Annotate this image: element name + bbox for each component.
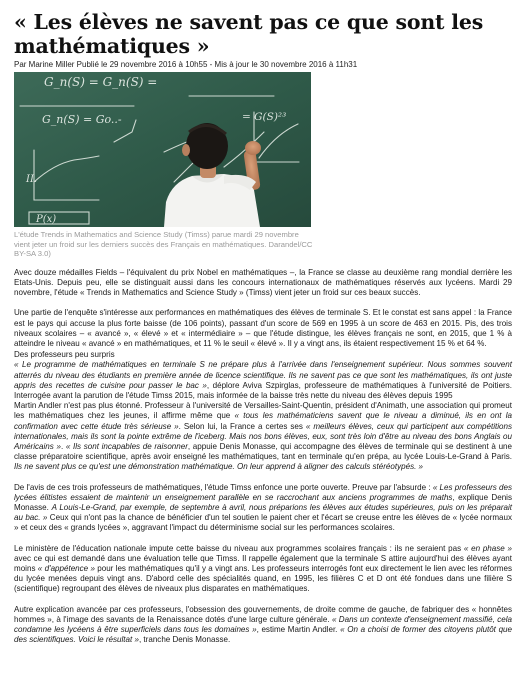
- paragraph: [14, 483, 512, 534]
- board-formula-5: P(x): [36, 214, 57, 225]
- paragraph-text: , estime Martin Andler.: [256, 625, 341, 635]
- board-formula-4: II.: [26, 174, 38, 185]
- article: [14, 0, 512, 645]
- quote: « Les professeurs des lycées élitistes essaient de maintenir un enseignement parallèle en se raccrochant aux anciens programmes de maths: [14, 482, 512, 502]
- paragraph-text: . Selon lui, la France a certes ses: [178, 421, 306, 431]
- paragraph-text: Martin Andler n'est pas plus étonné. Professeur à l'université de Versailles-Saint-Quentin, président d'Animath, une association qui promeut les mathématiques chez les jeunes, il affirme même que: [14, 401, 512, 421]
- paragraph: Avec douze médailles Fields – l'équivalent du prix Nobel en mathématiques –, la France se classe au deuxième rang mondial derrière les Etats-Unis. Depuis peu, elle se distinguait aussi dans les concours internationaux de mathématiques réservés aux lycéens. Mardi 29 novembre, l'étude « Trends in Mathematics and Science Study » (Timss) vient jeter un froid sur ces beaux succès.: [14, 267, 512, 298]
- quote: « Ils sont incapables de raisonner: [65, 442, 188, 452]
- chalkboard-photo: [14, 72, 311, 227]
- photo-caption: L'étude Trends in Mathematics and Science Study (Timss) parue mardi 29 novembre vient jeter un froid sur les derniers succès des Français en mathématiques. Darandel/CC BY-SA 3.0): [14, 230, 313, 259]
- paragraph-text: Le ministère de l'éducation nationale impute cette baisse du niveau aux programmes scolaires français : ils ne seraient pas: [14, 543, 464, 553]
- paragraph: [14, 401, 512, 472]
- paragraph: [14, 605, 512, 646]
- paragraph-text: , appuie Denis Monasse, qui accompagne des élèves de terminale qui se destinent à une classe préparatoire scientifique, après avoir enseigné les mathématiques, tant en terminale qu'en prépa, au lycée Louis-Le-Grand à Paris.: [14, 442, 512, 462]
- paragraph-text: , tranche Denis Monasse.: [138, 635, 231, 645]
- paragraph-text: Ceux qui n'ont pas la chance de bénéficier d'un tel soutien le paient cher et l'écart se creuse entre les élèves de « lycée normaux » et ceux des « grands lycées », aggravant l'impact du déterminisme social sur les performances scolaires.: [14, 513, 512, 533]
- quote: « en phase »: [463, 543, 512, 553]
- paragraph-text: De l'avis de ces trois professeurs de mathématiques, l'étude Timss enfonce une porte ouverte. Preuve par l'absurde :: [14, 482, 433, 492]
- article-photo[interactable]: [14, 72, 311, 227]
- quote: « meilleurs élèves, ceux qui participent aux compétitions internationales, mais ils sont la pointe extrême de l'iceberg. Mais nos bons élèves, eux, sont très loin d'être au niveau des bons Anglais ou Américains »: [14, 421, 512, 452]
- quote: A Louis-Le-Grand, par exemple, de septembre à avril, nous préparions les élèves aux études supérieures, puis on les préparait au bac. »: [14, 503, 512, 523]
- quote: Ils ne savent plus ce qu'est une démonstration mathématique. On leur apprend à aligner des calculs stéréotypés. »: [14, 462, 424, 472]
- quote: « d'appétence »: [37, 564, 95, 574]
- article-title: « Les élèves ne savent pas ce que sont les mathématiques »: [14, 10, 484, 58]
- quote: « On a choisi de former des citoyens plutôt que des scientifiques. Voici le résultat »: [14, 625, 512, 645]
- paragraph-text: pour les mathématiques qu'il y a vingt ans. Les professeurs interrogés font eux directement le lien avec les réformes du lycée menées depuis vingt ans. D'abord celle des spécialités quand, en 1995, les filières C et D ont été fondues dans une filière S (scientifique) regroupant des élèves de niveaux plus disparates en mathématiques.: [14, 564, 513, 594]
- paragraph-text: Autre explication avancée par ces professeurs, l'obsession des gouvernements, de droite comme de gauche, de fabriquer des « honnêtes hommes », à l'image des savants de la Renaissance dotés d'une large culture générale.: [14, 604, 512, 624]
- quote: « Dans un contexte d'enseignement massifié, cela condamne les lycéens à être superficiels dans tous les domaines »: [14, 614, 512, 635]
- paragraph-text: , explique Denis Monasse.: [14, 492, 512, 513]
- board-formula-3: = G(S)²³: [242, 111, 287, 123]
- paragraph-text: avec ce qui est demandé dans une évaluation telle que Timss. Il rappelle également que la terminale S attire aujourd'hui des élèves ayant moins: [14, 553, 512, 574]
- article-body: [14, 268, 512, 646]
- paragraph: Une partie de l'enquête s'intéresse aux performances en mathématiques des élèves de terminale S. Et le constat est sans appel : la France est le pays qui accuse la plus forte baisse (de 106 points), passant d'un score de 569 en 1995 à un score de 463 en 2015. Pis, des trois niveaux scolaires – « avancé », « élevé » et « intermédiaire » – que l'étude distingue, les élèves français ne sont, en 2015, que 1 % à atteindre le niveau « avancé » en mathématiques, et 11 % le seuil « élevé ». Il y a vingt ans, ils étaient respectivement 15 % et 64 %.: [14, 308, 512, 348]
- paragraph-text: .: [60, 442, 66, 452]
- quote: « Le programme de mathématiques en terminale S ne prépare plus à l'arrivée dans l'enseignement supérieur. Nous sommes souvent atterrés du niveau des étudiants en première année de licence scientifique. Ils ne savent pas ce que sont les mathématiques, ils ont juste appris des recettes de cuisine pour passer le bac »: [14, 360, 512, 390]
- paragraph: [14, 544, 512, 595]
- paragraph-text: , déplore Aviva Szpirglas, professeure de mathématiques à l'université de Poitiers. Interrogée avant la parution de l'étude Timss 2015, mais informée de la baisse très nette du niveau des élèves depuis 1995: [14, 380, 512, 401]
- board-formula-2: G_n(S) = Go..-: [42, 113, 122, 126]
- article-byline: Par Marine Miller Publié le 29 novembre 2016 à 10h55 - Mis à jour le 30 novembre 2016 à 11h31: [14, 60, 358, 69]
- section-subhead: Des professeurs peu surpris: [14, 350, 115, 360]
- board-formula-1: G_n(S) = G_n(S) =: [44, 75, 158, 89]
- quote: « tous les mathématiciens savent que le niveau a diminué, ils en ont la confirmation avec cette étude très sérieuse »: [14, 411, 513, 431]
- paragraph: [14, 360, 512, 401]
